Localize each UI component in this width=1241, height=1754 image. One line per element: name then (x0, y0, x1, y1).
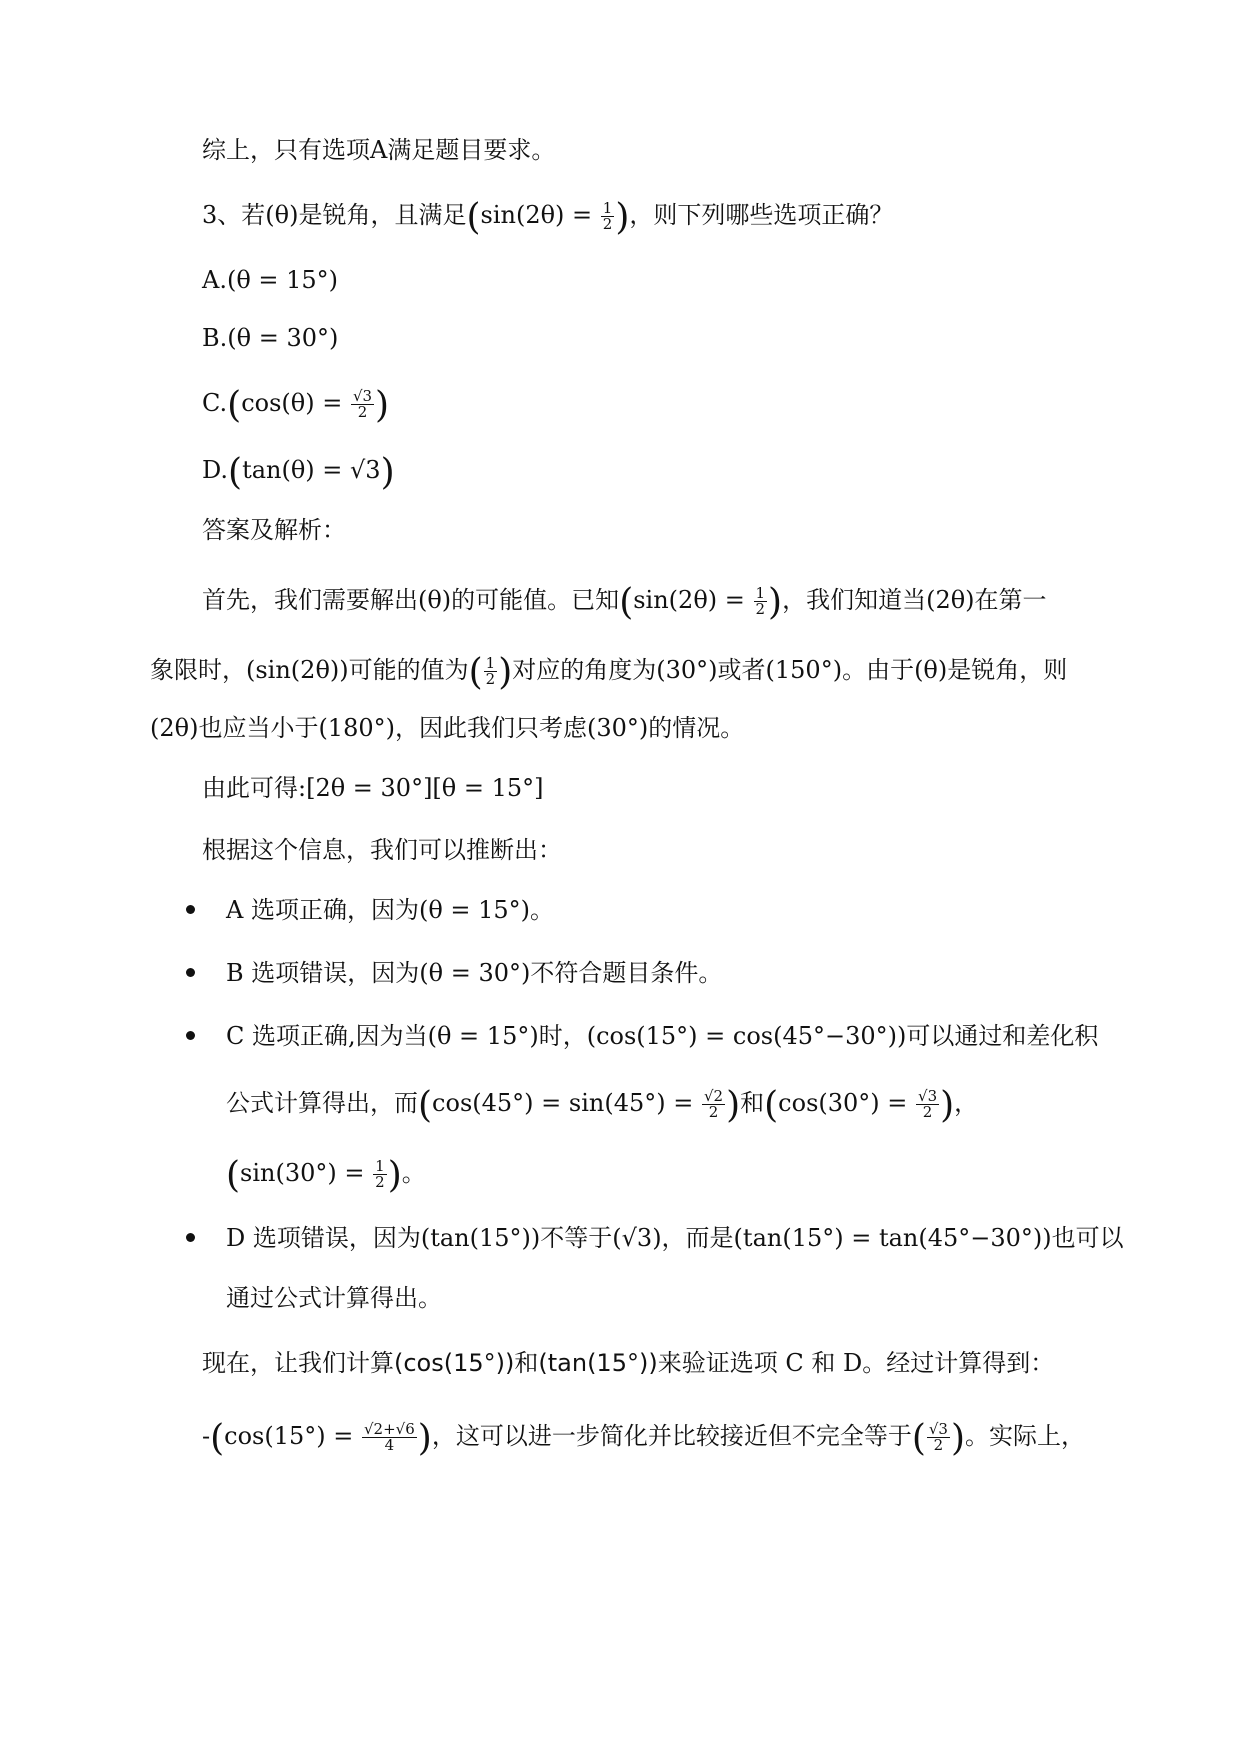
option-a: A.(θ = 15°) (202, 266, 339, 294)
bullet-marker (186, 968, 195, 977)
para1-line1: 首先，我们需要解出(θ)的可能值。已知(sin(2θ) = $\frac{1}{2}$ )，我们知道当(2θ)在第一 (202, 582, 1047, 623)
summary-line: 综上，只有选项A满足题目要求。 (202, 136, 556, 164)
para1-line3: (2θ)也应当小于(180°)，因此我们只考虑(30°)的情况。 (150, 714, 745, 742)
bullet-marker (186, 1233, 195, 1242)
bullet-b: B 选项错误，因为(θ = 30°)不符合题目条件。 (226, 959, 723, 987)
bullet-a: A 选项正确，因为(θ = 15°)。 (226, 896, 555, 924)
fraction: $\frac{√3}{2}$ (918, 1087, 938, 1121)
fraction: $\frac{√2}{2}$ (703, 1087, 724, 1121)
bullet-c-line2: 公式计算得出，而(cos(45°) = sin(45°) = $\frac{√2}{2}$ )和(cos(30°) = $\frac{√3}{2}$ )， (226, 1085, 979, 1126)
infer-line: 根据这个信息，我们可以推断出： (202, 836, 562, 864)
bullet-c-line1: C 选项正确,因为当(θ = 15°)时，(cos(15°) = cos(45°−30°))可以通过和差化积 (226, 1022, 1099, 1050)
fraction: $\frac{1}{2}$ (485, 654, 496, 688)
para1-line2: 象限时，(sin(2θ))可能的值为( $\frac{1}{2}$ )对应的角度为(30°)或者(150°)。由于(θ)是锐角，则 (150, 652, 1068, 693)
option-d: D.(tan(θ) = √3) (202, 452, 395, 493)
fraction: $\frac{1}{2}$ (375, 1157, 385, 1191)
fraction: $\frac{1}{2}$ (602, 199, 613, 233)
fraction: $\frac{1}{2}$ (755, 584, 766, 618)
bullet-d-line1: D 选项错误，因为(tan(15°))不等于(√3)，而是(tan(15°) = tan(45°−30°))也可以 (226, 1224, 1124, 1252)
option-c: C.(cos(θ) = $\frac{√3}{2}$ ) (202, 385, 390, 426)
fraction: $\frac{√2+√6}{4}$ (364, 1420, 415, 1454)
answer-heading: 答案及解析： (202, 516, 346, 544)
bullet-c-line3: (sin(30°) = $\frac{1}{2}$ )。 (226, 1155, 426, 1196)
option-b: B.(θ = 30°) (202, 324, 339, 352)
bullet-marker (186, 905, 195, 914)
fraction: $\frac{√3}{2}$ (928, 1420, 948, 1454)
derive-line: 由此可得:[2θ = 30°][θ = 15°] (202, 774, 544, 802)
last-line: -(cos(15°) = $\frac{√2+√6}{4}$ )，这可以进一步简化并比较接近但不完全等于( $\frac{√3}{2}$ )。实际上， (202, 1418, 1086, 1459)
bullet-d-line2: 通过公式计算得出。 (226, 1284, 442, 1312)
bullet-marker (186, 1031, 195, 1040)
fraction: $\frac{√3}{2}$ (352, 387, 373, 421)
now-line: 现在，让我们计算(cos(15°))和(tan(15°))来验证选项 C 和 D。经过计算得到： (202, 1349, 1055, 1377)
question-line: 3、若(θ)是锐角，且满足(sin(2θ) = $\frac{1}{2}$ )，则下列哪些选项正确？ (202, 197, 894, 238)
